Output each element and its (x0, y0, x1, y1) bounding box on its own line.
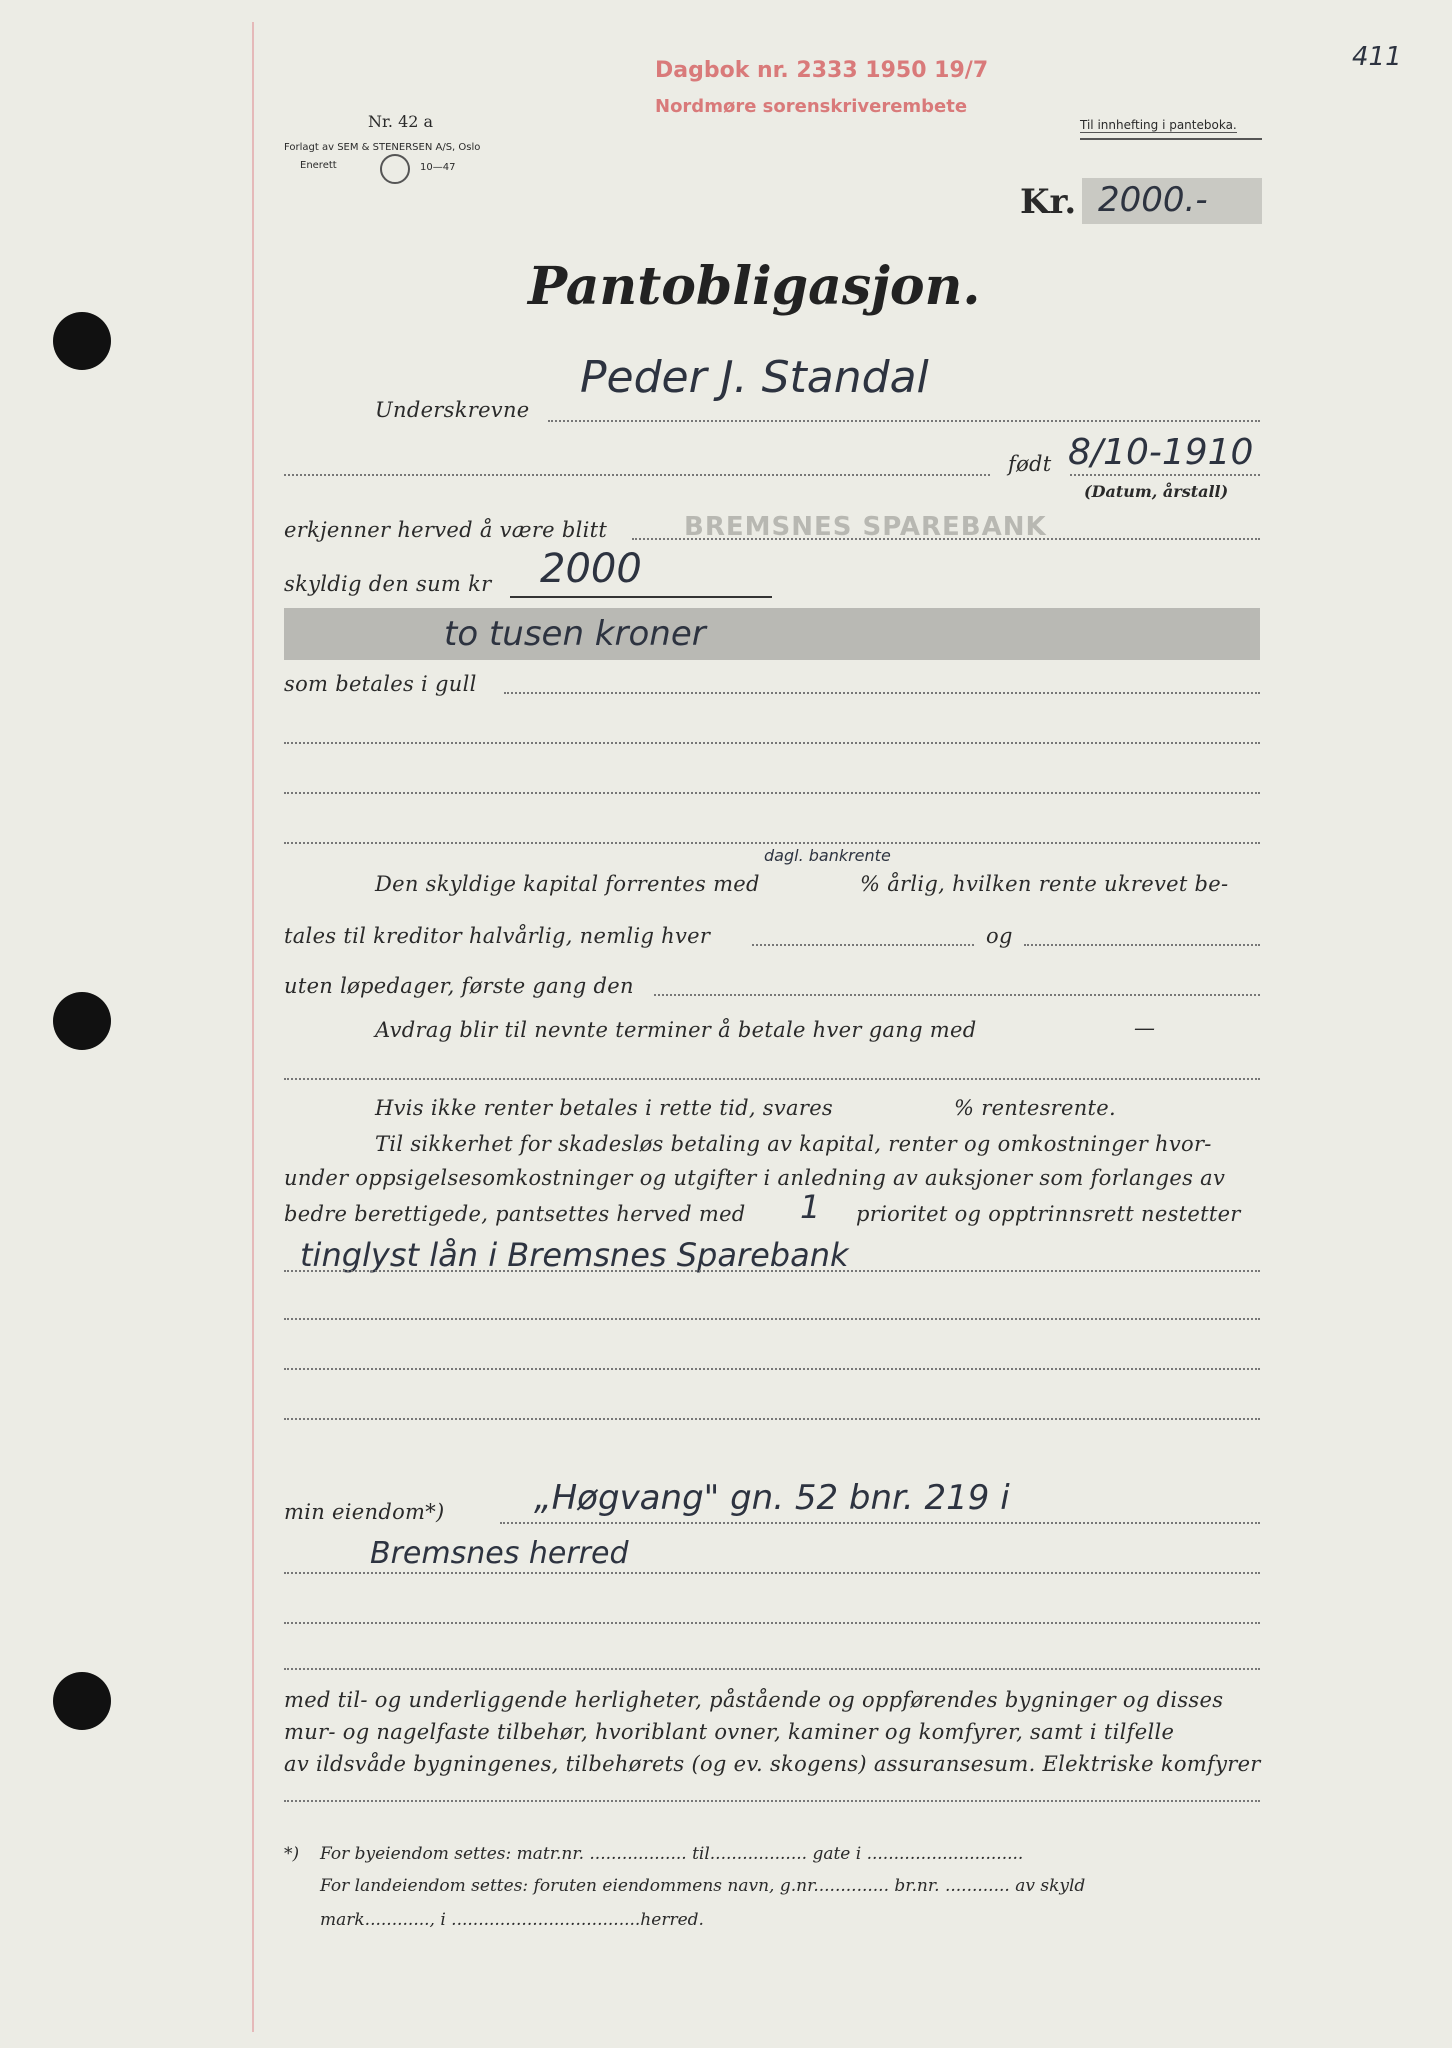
eiendom-value-2: Bremsnes herred (370, 1536, 629, 1571)
avdrag-label: Avdrag blir til nevnte terminer å betale hver gang med (375, 1018, 977, 1042)
punch-hole-top (53, 312, 111, 370)
rente-line1-b: % årlig, hvilken rente ukrevet be- (860, 872, 1229, 896)
rente-line2-dots-2 (1024, 944, 1260, 946)
rente-value: dagl. bankrente (764, 846, 891, 865)
sikkerhet-line-2: under oppsigelsesomkostninger og utgifter i anledning av auksjoner som forlanges av (284, 1166, 1226, 1190)
fodt-line (1070, 474, 1260, 476)
herligheter-line (284, 1800, 1260, 1802)
form-note: Til innhefting i panteboka. (1080, 118, 1237, 132)
eiendom-line-2 (284, 1572, 1260, 1574)
prioritet-line-3 (284, 1368, 1260, 1370)
note-underline (1080, 138, 1262, 140)
rente-line3-dots (654, 994, 1260, 996)
avdrag-dash: — (1134, 1016, 1156, 1040)
sum-line (510, 596, 772, 598)
prioritet-line-1 (284, 1270, 1260, 1272)
prioritet-value: 1 (800, 1188, 821, 1226)
form-number: Nr. 42 a (368, 112, 434, 131)
sikkerhet-line-3b: prioritet og opptrinnsrett nestetter (856, 1202, 1241, 1226)
eiendom-label: min eiendom*) (284, 1500, 445, 1524)
renter-line-a: Hvis ikke renter betales i rette tid, svares (375, 1096, 834, 1120)
eiendom-line-3 (284, 1622, 1260, 1624)
sum-value: 2000 (540, 546, 642, 592)
sikkerhet-line-1: Til sikkerhet for skadesløs betaling av kapital, renter og omkostninger hvor- (375, 1132, 1212, 1156)
eiendom-value: „Høgvang" gn. 52 bnr. 219 i (534, 1478, 1010, 1518)
footnote-line-2: For landeiendom settes: foruten eiendommens navn, g.nr.............. br.nr. ............ av skyld (320, 1876, 1086, 1896)
rente-line2-dots-1 (752, 944, 974, 946)
margin-line (252, 22, 254, 2032)
renter-line-b: % rentesrente. (954, 1096, 1116, 1120)
rente-line1-a: Den skyldige kapital forrentes med (375, 872, 760, 896)
fodt-label: født (1008, 452, 1052, 476)
punch-hole-bottom (53, 1672, 111, 1730)
footnote-line-1: For byeiendom settes: matr.nr. .................. til.................. gate i ............................. (320, 1844, 1024, 1864)
fodt-value: 8/10-1910 (1068, 432, 1254, 473)
creditor-stamp: BREMSNES SPAREBANK (684, 512, 1047, 542)
herligheter-line-1: med til- og underliggende herligheter, påstående og oppførendes bygninger og disses (284, 1688, 1224, 1712)
blank-line-2 (284, 792, 1260, 794)
skyldig-label: skyldig den sum kr (284, 572, 492, 596)
stamp-line-2: Nordmøre sorenskriverembete (655, 96, 968, 117)
sum-words-box (284, 608, 1260, 660)
gull-line (504, 692, 1260, 694)
underskrevne-label: Underskrevne (375, 398, 530, 422)
sikkerhet-line-3a: bedre berettigede, pantsettes herved med (284, 1202, 746, 1226)
rente-line3: uten løpedager, første gang den (284, 974, 634, 998)
form-copyright: Enerett (300, 160, 337, 171)
underskrevne-value: Peder J. Standal (580, 352, 929, 403)
prioritet-line-4 (284, 1418, 1260, 1420)
punch-hole-middle (53, 992, 111, 1050)
rente-line2-b: og (986, 924, 1013, 948)
erkjenner-label: erkjenner herved å være blitt (284, 518, 608, 542)
form-date-code: 10—47 (420, 162, 456, 173)
eiendom-line (500, 1522, 1260, 1524)
avdrag-line (284, 1078, 1260, 1080)
prioritet-line-2 (284, 1318, 1260, 1320)
fodt-line-left (284, 474, 990, 476)
eiendom-line-4 (284, 1668, 1260, 1670)
page-number: 411 (1352, 42, 1402, 72)
herligheter-line-3: av ildsvåde bygningenes, tilbehørets (og ev. skogens) assuransesum. Elektriske komfyrer (284, 1752, 1261, 1776)
footnote-star: *) (284, 1844, 300, 1864)
datum-label: (Datum, årstall) (1084, 482, 1229, 501)
rente-line2-a: tales til kreditor halvårlig, nemlig hver (284, 924, 711, 948)
herligheter-line-2: mur- og nagelfaste tilbehør, hvoriblant ovner, kaminer og komfyrer, samt i tilfelle (284, 1720, 1175, 1744)
amount-label: Kr. (1020, 182, 1077, 222)
amount-value: 2000.- (1098, 180, 1208, 220)
footnote-line-3: mark............, i ...................................herred. (320, 1910, 704, 1930)
form-publisher: Forlagt av SEM & STENERSEN A/S, Oslo (284, 142, 481, 153)
publisher-logo-icon (380, 154, 410, 184)
document-title: Pantobligasjon. (528, 256, 981, 317)
sum-words: to tusen kroner (444, 614, 706, 654)
blank-line-3 (284, 842, 1260, 844)
gull-label: som betales i gull (284, 672, 477, 696)
blank-line-1 (284, 742, 1260, 744)
prioritet-text: tinglyst lån i Bremsnes Sparebank (300, 1236, 849, 1274)
stamp-line-1: Dagbok nr. 2333 1950 19/7 (655, 58, 989, 83)
underskrevne-line (548, 420, 1260, 422)
